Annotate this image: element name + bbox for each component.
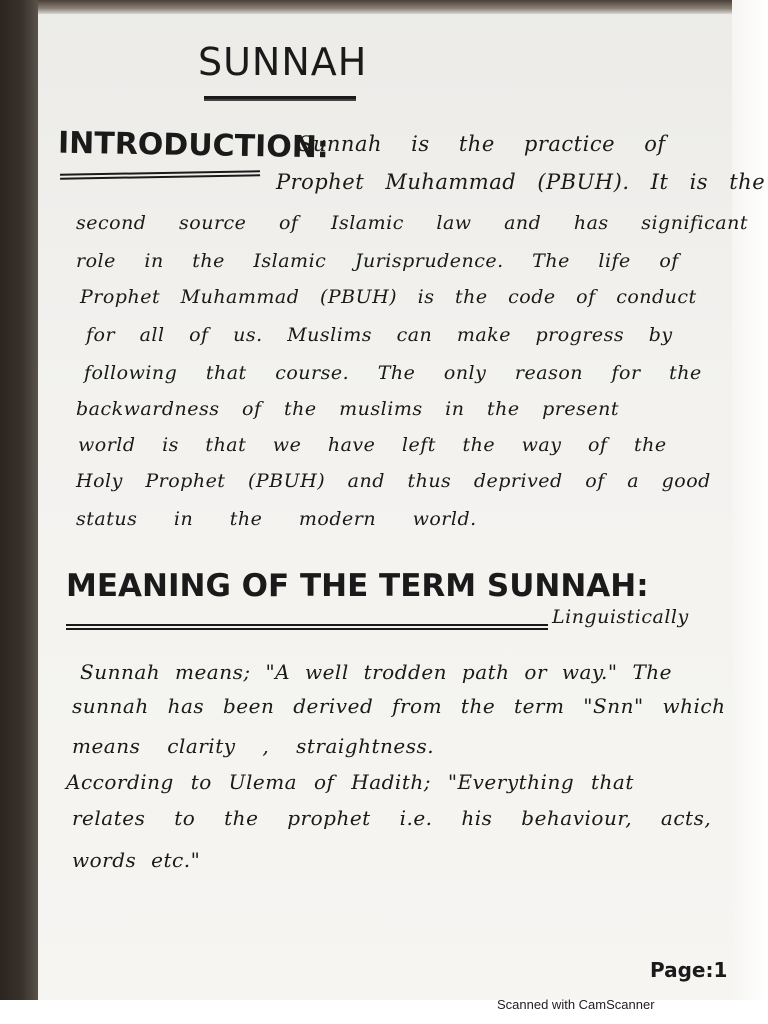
introduction-underline	[60, 170, 260, 175]
meaning-underline	[66, 624, 548, 626]
page-edge-top	[38, 0, 768, 14]
intro-line: following that course. The only reason for the	[84, 362, 702, 384]
intro-line: backwardness of the muslims in the present	[76, 398, 619, 420]
page-edge-right	[732, 0, 768, 1000]
intro-line: world is that we have left the way of the	[78, 434, 667, 456]
meaning-line: According to Ulema of Hadith; "Everything that	[66, 770, 634, 794]
intro-line: Sunnah is the practice of	[298, 132, 666, 156]
scanner-watermark: Scanned with CamScanner	[497, 997, 655, 1012]
intro-line: Holy Prophet (PBUH) and thus deprived of a good	[76, 470, 711, 492]
intro-line: status in the modern world.	[76, 508, 477, 530]
meaning-line: sunnah has been derived from the term "Snn" which	[72, 694, 726, 718]
meaning-line: relates to the prophet i.e. his behaviour, acts,	[72, 806, 712, 830]
page-title: SUNNAH	[198, 40, 368, 84]
intro-line: for all of us. Muslims can make progress by	[86, 324, 673, 346]
meaning-line: Sunnah means; "A well trodden path or way." The	[80, 660, 673, 684]
intro-line: Prophet Muhammad (PBUH) is the code of conduct	[80, 286, 697, 308]
meaning-heading: MEANING OF THE TERM SUNNAH:	[66, 568, 649, 604]
meaning-line: words etc."	[72, 848, 201, 872]
meaning-line: means clarity , straightness.	[72, 734, 435, 758]
page-number: Page:1	[650, 958, 728, 982]
title-underline	[204, 96, 356, 101]
meaning-line: Linguistically	[552, 606, 689, 628]
intro-line: second source of Islamic law and has significant	[76, 212, 748, 234]
intro-line: Prophet Muhammad (PBUH). It is the	[276, 170, 766, 194]
page-edge-left	[0, 0, 38, 1000]
introduction-heading: INTRODUCTION:	[57, 125, 330, 166]
intro-line: role in the Islamic Jurisprudence. The life of	[76, 250, 679, 272]
